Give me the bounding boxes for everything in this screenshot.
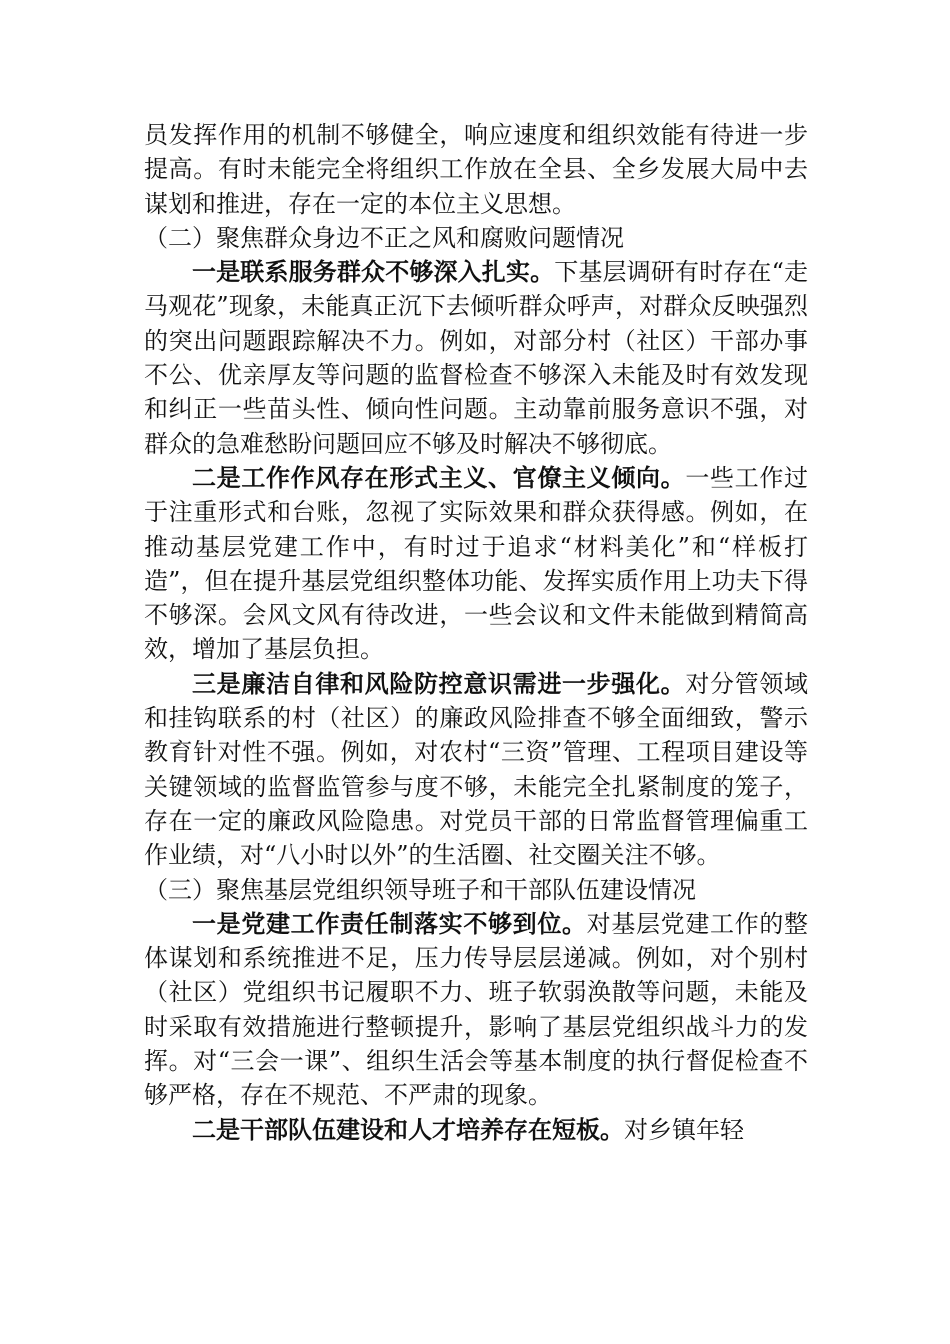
section-heading-text: （三）聚焦基层党组织领导班子和干部队伍建设情况: [144, 875, 696, 904]
paragraph-point-4: [144, 907, 808, 1113]
paragraph-lead: 三是廉洁自律和风险防控意识需进一步强化。: [192, 669, 686, 698]
section-heading-2: [144, 221, 808, 255]
paragraph-text: 对乡镇年轻: [624, 1115, 744, 1144]
paragraph-continued: [144, 118, 808, 221]
paragraph-point-1: [144, 255, 808, 461]
paragraph-text: 对基层党建工作的整体谋划和系统推进不足，压力传导层层递减。例如，对个别村（社区）党组织书记履职不力、班子软弱涣散等问题，未能及时采取有效措施进行整顿提升，影响了基层党组织战斗力的发挥。对“三会一课”、组织生活会等基本制度的执行督促检查不够严格，存在不规范、不严肃的现象。: [144, 909, 809, 1110]
document-body: [144, 118, 808, 1147]
paragraph-lead: 一是党建工作责任制落实不够到位。: [192, 909, 587, 938]
paragraph-lead: 二是工作作风存在形式主义、官僚主义倾向。: [192, 463, 686, 492]
paragraph-lead: 一是联系服务群众不够深入扎实。: [192, 258, 555, 287]
paragraph-text: 对分管领域和挂钩联系的村（社区）的廉政风险排查不够全面细致，警示教育针对性不强。例如，对农村“三资”管理、工程项目建设等关键领域的监督监管参与度不够，未能完全扎紧制度的笼子，存在一定的廉政风险隐患。对党员干部的日常监督管理偏重工作业绩，对“八小时以外”的生活圈、社交圈关注不够。: [144, 669, 809, 870]
paragraph-text: 下基层调研有时存在“走马观花”现象，未能真正沉下去倾听群众呼声，对群众反映强烈的突出问题跟踪解决不力。例如，对部分村（社区）干部办事不公、优亲厚友等问题的监督检查不够深入未能及时有效发现和纠正一些苗头性、倾向性问题。主动靠前服务意识不强，对群众的急难愁盼问题回应不够及时解决不够彻底。: [144, 258, 808, 458]
paragraph-text: 员发挥作用的机制不够健全，响应速度和组织效能有待进一步提高。有时未能完全将组织工作放在全县、全乡发展大局中去谋划和推进，存在一定的本位主义思想。: [144, 121, 808, 218]
paragraph-point-3: [144, 667, 808, 873]
section-heading-text: （二）聚焦群众身边不正之风和腐败问题情况: [144, 223, 624, 252]
section-heading-3: [144, 873, 808, 907]
paragraph-point-5: [144, 1113, 808, 1147]
paragraph-point-2: [144, 461, 808, 667]
paragraph-lead: 二是干部队伍建设和人才培养存在短板。: [192, 1115, 624, 1144]
paragraph-text: 一些工作过于注重形式和台账，忽视了实际效果和群众获得感。例如，在推动基层党建工作中，有时过于追求“材料美化”和“样板打造”，但在提升基层党组织整体功能、发挥实质作用上功夫下得不够深。会风文风有待改进，一些会议和文件未能做到精简高效，增加了基层负担。: [144, 463, 809, 664]
